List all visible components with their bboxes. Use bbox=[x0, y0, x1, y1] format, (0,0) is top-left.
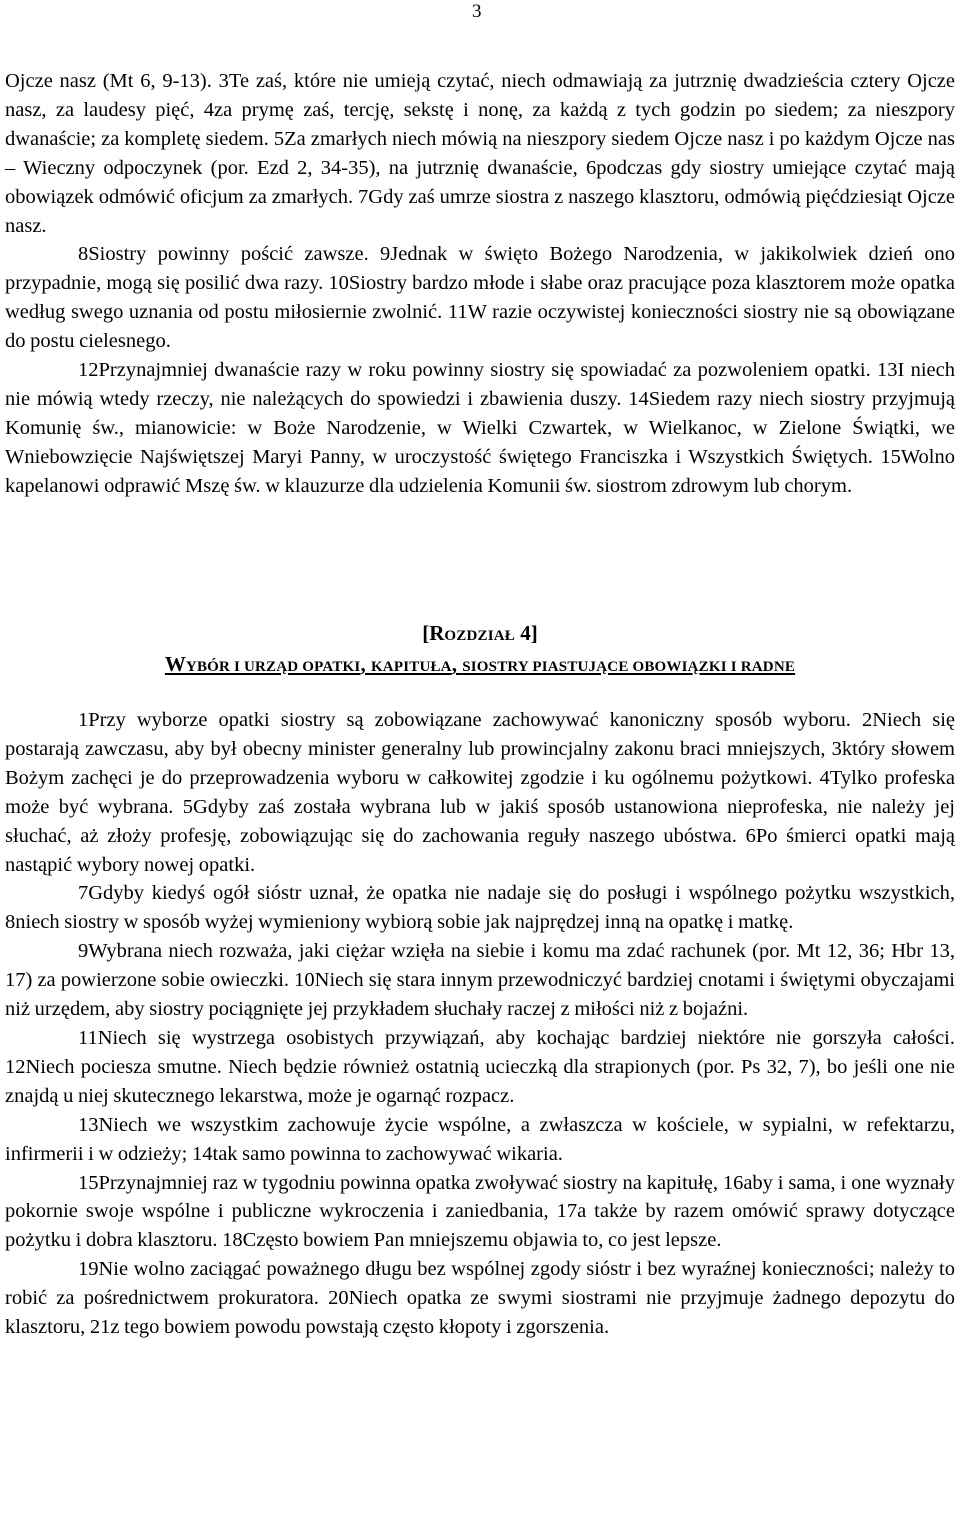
paragraph: 9Wybrana niech rozważa, jaki ciężar wzięła na siebie i komu ma zdać rachunek (por. Mt 12, 36; Hbr 13, 17) za powierzone sobie owieczki. 10Niech się stara innym przewodniczyć bardziej cnotami i świętymi obyczajami niż urzędem, aby siostry pociągnięte jej przykładem słuchały raczej z miłości niż z bojaźni. bbox=[5, 940, 955, 1021]
paragraph: 19Nie wolno zaciągać poważnego długu bez wspólnej zgody sióstr i bez wyraźnej konieczności; należy to robić za pośrednictwem prokuratora. 20Niech opatka ze swymi siostrami nie przyjmuje żadnego depozytu do klasztoru, 21z tego bowiem powodu powstają często kłopoty i zgorszenia. bbox=[5, 1258, 955, 1339]
chapter-title-part: , bbox=[451, 652, 463, 676]
paragraph: 15Przynajmniej raz w tygodniu powinna opatka zwoływać siostry na kapitułę, 16aby i sama, i one wyznały pokornie swoje wspólne i publiczne wykroczenia i zaniedbania, 17a także by razem omówić sprawy dotyczące pożytku i dobra klasztoru. 18Często bowiem Pan mniejszemu objawia to, co jest lepsze. bbox=[5, 1171, 955, 1252]
page-number: 3 bbox=[472, 1, 482, 22]
chapter-title-part: , bbox=[360, 652, 371, 676]
paragraph: 1Przy wyborze opatki siostry są zobowiązane zachowywać kanoniczny sposób wyboru. 2Niech się postarają zawczasu, aby był obecny minister generalny lub prowincjalny zakonu braci mniejszych, 3który słowem Bożym zachęci je do przeprowadzenia wyboru w całkowitej zgodzie i ku ogólnemu pożytkowi. 4Tylko profeska może być wybrana. 5Gdyby zaś została wybrana lub w jakiś sposób ustanowiona nieprofeska, nie należy jej słuchać, aż złoży profesję, zobowiązując się do zachowania reguły naszego ubóstwa. 6Po śmierci opatki mają nastąpić wybory nowej opatki. bbox=[5, 709, 955, 876]
chapter-number-open: [R bbox=[422, 621, 445, 645]
paragraph: 8Siostry powinny pościć zawsze. 9Jednak w święto Bożego Narodzenia, w jakikolwiek dzień ono przypadnie, mogą się posilić dwa razy. 10Siostry bardzo młode i słabe oraz pracujące poza klasztorem może opatka według swego uznania od postu miłosiernie zwolnić. 11W razie oczywistej konieczności siostry nie są obowiązane do postu cielesnego. bbox=[5, 243, 955, 353]
paragraph: 11Niech się wystrzega osobistych przywiązań, aby kochając bardziej niektóre nie gorszyła całości. 12Niech pociesza smutne. Niech będzie również ostatnią ucieczką dla strapionych (por. Ps 32, 7), bo jeśli one nie znajdą u niej skutecznego lekarstwa, może je ogarnąć rozpacz. bbox=[5, 1026, 955, 1107]
chapter-number bbox=[0, 619, 960, 650]
chapter-title-part: SIOSTRY PIASTUJĄCE OBOWIĄZKI I RADNE bbox=[462, 659, 796, 675]
section-before-chapter bbox=[5, 67, 955, 501]
chapter-title-part: KAPITUŁA bbox=[370, 659, 452, 675]
paragraph: 13Niech we wszystkim zachowuje życie wspólne, a zwłaszcza w kościele, w sypialni, w refektarzu, infirmerii i w odzieży; 14tak samo powinna to zachowywać wikaria. bbox=[5, 1113, 955, 1165]
paragraph: Ojcze nasz (Mt 6, 9-13). 3Te zaś, które nie umieją czytać, niech odmawiają za jutrznię dwadzieścia cztery Ojcze nasz, za laudesy pięć, 4za prymę zaś, tercję, sekstę i nonę, za każdą z tych godzin po siedem; za nieszpory dwanaście; za kompletę siedem. 5Za zmarłych niech mówią na nieszpory siedem Ojcze nasz i po każdym Ojcze nas – Wieczny odpoczynek (por. Ezd 2, 34-35), na jutrznię dwanaście, 6podczas gdy siostry umiejące czytać mają obowiązek odmówić oficjum za zmarłych. 7Gdy zaś umrze siostra z naszego klasztoru, odmówią pięćdziesiąt Ojcze nasz. bbox=[5, 70, 955, 237]
paragraph: 12Przynajmniej dwanaście razy w roku powinny siostry się spowiadać za pozwoleniem opatki. 13I niech nie mówią wtedy rzeczy, nie należących do spowiedzi i zbawienia duszy. 14Siedem razy niech siostry przyjmują Komunię św., mianowicie: w Boże Narodzenie, w Wielki Czwartek, w Wielkanoc, w Zielone Świątki, we Wniebowzięcie Najświętszej Maryi Panny, w uroczystość świętego Franciszka i Wszystkich Świętych. 15Wolno kapelanowi odprawić Mszę św. w klauzurze dla udzielenia Komunii św. siostrom zdrowym lub chorym. bbox=[5, 359, 955, 497]
chapter-title-part: YBÓR I URZĄD OPATKI bbox=[185, 659, 361, 675]
chapter-number-close: 4] bbox=[515, 621, 538, 645]
chapter-body bbox=[5, 706, 955, 1342]
paragraph: 7Gdyby kiedyś ogół sióstr uznał, że opatka nie nadaje się do posługi i wspólnego pożytku wszystkich, 8niech siostry w sposób wyżej wymieniony wybiorą sobie jak najprędzej inną na opatkę i matkę. bbox=[5, 882, 955, 934]
chapter-title-part: W bbox=[164, 652, 186, 676]
chapter-title bbox=[0, 650, 960, 681]
chapter-number-word: OZDZIAŁ bbox=[444, 628, 515, 644]
